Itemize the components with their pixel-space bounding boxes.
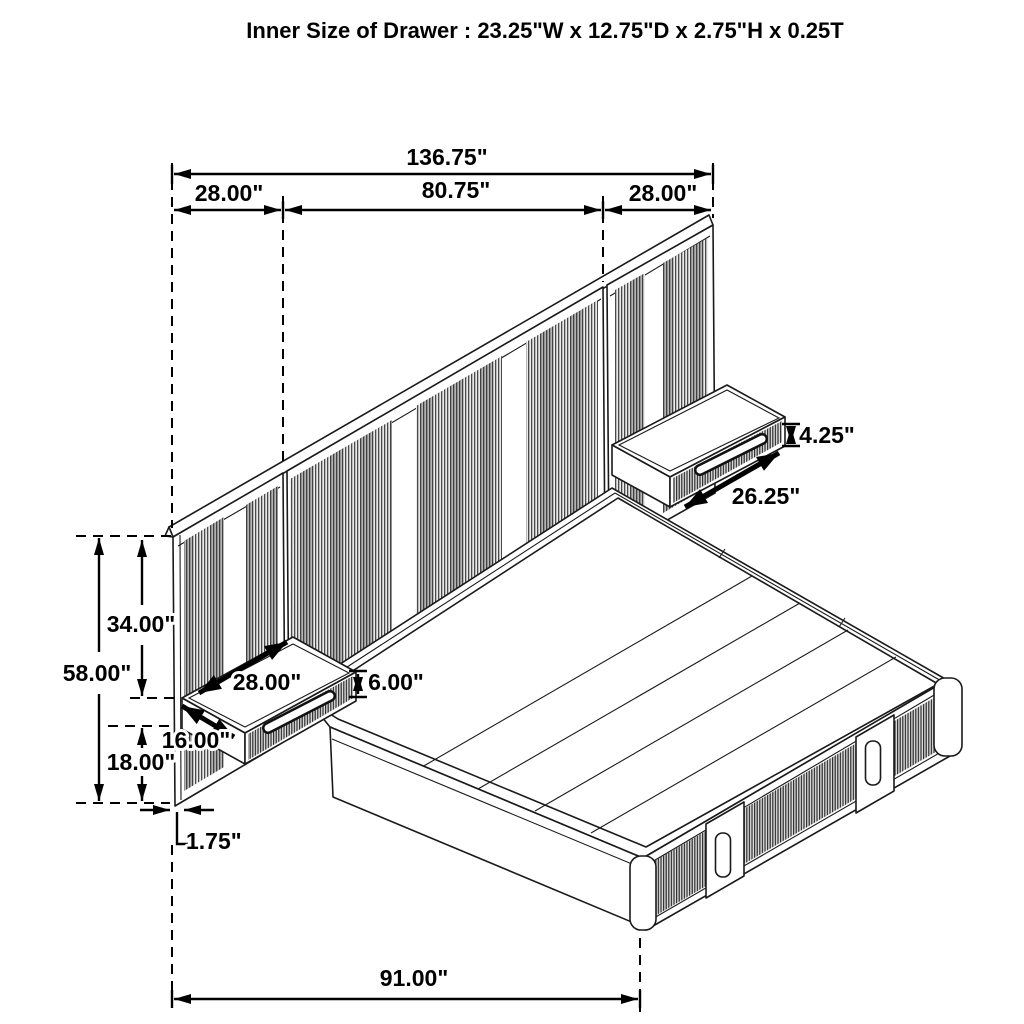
dim-left-section: 28.00": [194, 180, 264, 206]
foot-right-corner-post: [934, 678, 962, 756]
foot-drawer-handle-2: [866, 741, 881, 785]
drawing-title: Inner Size of Drawer : 23.25"W x 12.75"D x 2.75"H x 0.25T: [246, 18, 844, 43]
dim-nightstand-depth: 16.00": [161, 727, 231, 753]
dim-bed-length: 91.00": [379, 965, 449, 991]
dim-drawer-width: 26.25": [731, 483, 801, 509]
dim-nightstand-width: 28.00": [232, 669, 302, 695]
foot-left-corner-post: [630, 856, 656, 930]
foot-drawer-handle-1: [716, 833, 731, 877]
dim-center-section: 80.75": [421, 177, 491, 203]
dim-lower-height: 18.00": [106, 749, 176, 775]
dim-right-section: 28.00": [628, 180, 698, 206]
dim-overall-width: 136.75": [406, 144, 488, 170]
dim-wall-height: 58.00": [62, 660, 132, 686]
dim-wall-thickness: 1.75": [186, 828, 242, 854]
dim-drawer-height: 4.25": [799, 422, 855, 448]
dim-nightstand-height: 6.00": [368, 669, 424, 695]
dim-upper-height: 34.00": [106, 611, 176, 637]
